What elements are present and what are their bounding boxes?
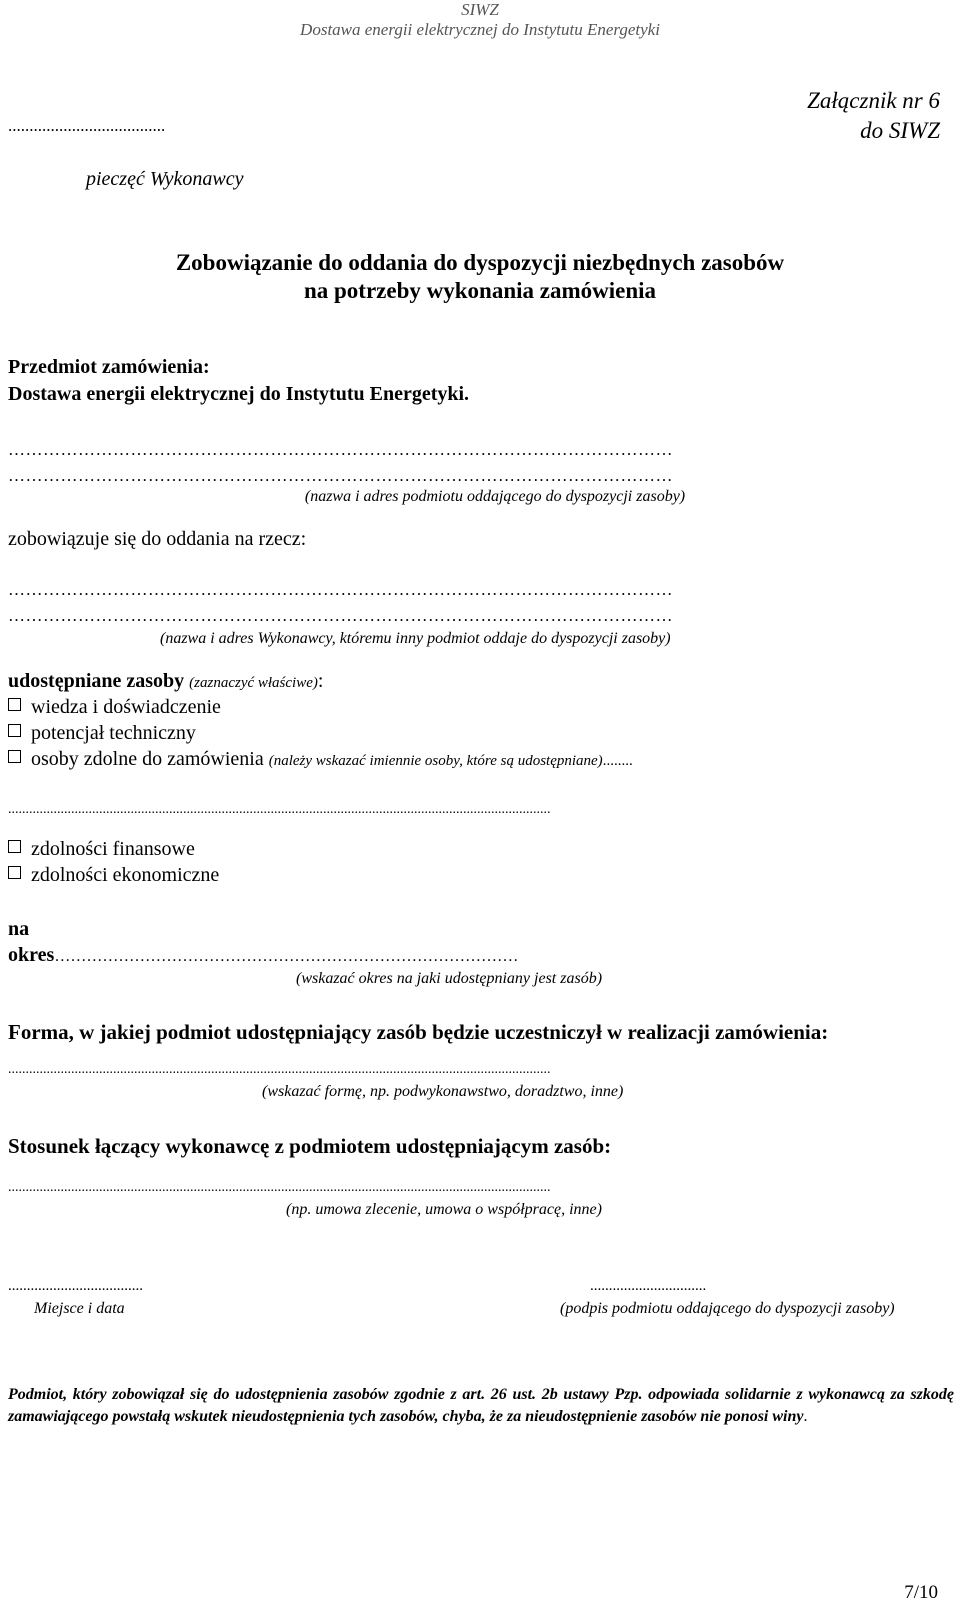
stamp-dots: ..................................... [8, 116, 166, 135]
period-okres: okres [8, 944, 55, 966]
resources-colon: : [317, 670, 324, 692]
final-note-text: Podmiot, który zobowiązał się do udostępnienia zasobów zgodnie z art. 26 ust. 2b ustawy Pzp. odpowiada solidarnie z wykonawcą za szkodę zamawiającego powstałą wskutek nieudostępnienia tych zasobów, chyba, że za nieudostępnienie zasobów nie ponosi winy [8, 1386, 954, 1425]
attachment-number: Załącznik nr 6 [807, 88, 940, 113]
resources-hint: (zaznaczyć właściwe) [189, 675, 318, 691]
attachment-ref: do SIWZ [860, 118, 940, 143]
page-number: 7/10 [904, 1582, 938, 1603]
signature-left-dots: .................................... [8, 1278, 143, 1294]
stamp-label: pieczęć Wykonawcy [86, 168, 244, 190]
provider-dots-1: …………………………………………………………………………………………………… [8, 440, 673, 459]
option-economic-label: zdolności ekonomiczne [31, 864, 220, 886]
option-technical[interactable] [8, 722, 196, 745]
form-heading: Forma, w jakiej podmiot udostępniający zasób będzie uczestniczył w realizacji zamówienia: [8, 1020, 829, 1044]
final-note-period: . [803, 1408, 808, 1425]
header-title: SIWZ [461, 0, 499, 19]
checkbox-knowledge[interactable] [8, 698, 21, 711]
resources-heading [8, 670, 323, 693]
checkbox-technical[interactable] [8, 724, 21, 737]
resources-dots-line: ........................................................................................................................................................... [8, 802, 551, 817]
subject-value: Dostawa energii elektrycznej do Instytutu Energetyki. [8, 383, 470, 405]
relation-caption: (np. umowa zlecenie, umowa o współpracę, inne) [286, 1201, 602, 1218]
document-title-line2: na potrzeby wykonania zamówienia [303, 278, 657, 303]
final-note [8, 1384, 954, 1428]
period-dots: …………………………………………………………………………… [54, 948, 519, 965]
form-caption: (wskazać formę, np. podwykonawstwo, doradztwo, inne) [262, 1083, 624, 1100]
option-knowledge[interactable] [8, 696, 221, 719]
period-caption: (wskazać okres na jaki udostępniany jest zasób) [296, 970, 603, 987]
contractor-caption: (nazwa i adres Wykonawcy, któremu inny podmiot oddaje do dyspozycji zasoby) [160, 630, 671, 647]
provider-dots-2: …………………………………………………………………………………………………… [8, 466, 673, 485]
persons-dots: ........ [602, 753, 633, 769]
checkbox-economic[interactable] [8, 866, 21, 879]
persons-hint: (należy wskazać imiennie osoby, które są udostępniane) [268, 753, 603, 769]
option-economic[interactable] [8, 864, 219, 887]
option-persons-label: osoby zdolne do zamówienia [31, 748, 264, 770]
resources-label: udostępniane zasoby [8, 670, 185, 692]
provider-caption-text: (nazwa i adres podmiotu oddającego do dyspozycji zasoby) [304, 488, 686, 505]
signature-right-dots: ............................... [590, 1278, 707, 1294]
contractor-dots-1: …………………………………………………………………………………………………… [8, 580, 673, 599]
checkbox-persons[interactable] [8, 750, 21, 763]
period-na: na [8, 918, 30, 940]
header-subtitle: Dostawa energii elektrycznej do Instytutu Energetyki [300, 20, 660, 39]
option-knowledge-label: wiedza i doświadczenie [31, 696, 221, 718]
option-persons[interactable] [8, 748, 633, 771]
checkbox-financial[interactable] [8, 840, 21, 853]
contractor-dots-2: …………………………………………………………………………………………………… [8, 606, 673, 625]
document-title-line1: Zobowiązanie do oddania do dyspozycji niezbędnych zasobów [175, 250, 785, 275]
commits-text: zobowiązuje się do oddania na rzecz: [8, 528, 307, 550]
relation-dots: ........................................................................................................................................................... [8, 1180, 551, 1195]
option-technical-label: potencjał techniczny [31, 722, 196, 744]
provider-caption [0, 488, 960, 506]
relation-heading: Stosunek łączący wykonawcę z podmiotem udostępniającym zasób: [8, 1134, 612, 1158]
option-financial-label: zdolności finansowe [31, 838, 195, 860]
subject-label: Przedmiot zamówienia: [8, 356, 210, 378]
option-financial[interactable] [8, 838, 195, 861]
form-dots: ........................................................................................................................................................... [8, 1062, 551, 1077]
signature-right-label: (podpis podmiotu oddającego do dyspozycji zasoby) [560, 1300, 895, 1317]
period-line [8, 944, 518, 967]
signature-left-label: Miejsce i data [34, 1300, 125, 1317]
